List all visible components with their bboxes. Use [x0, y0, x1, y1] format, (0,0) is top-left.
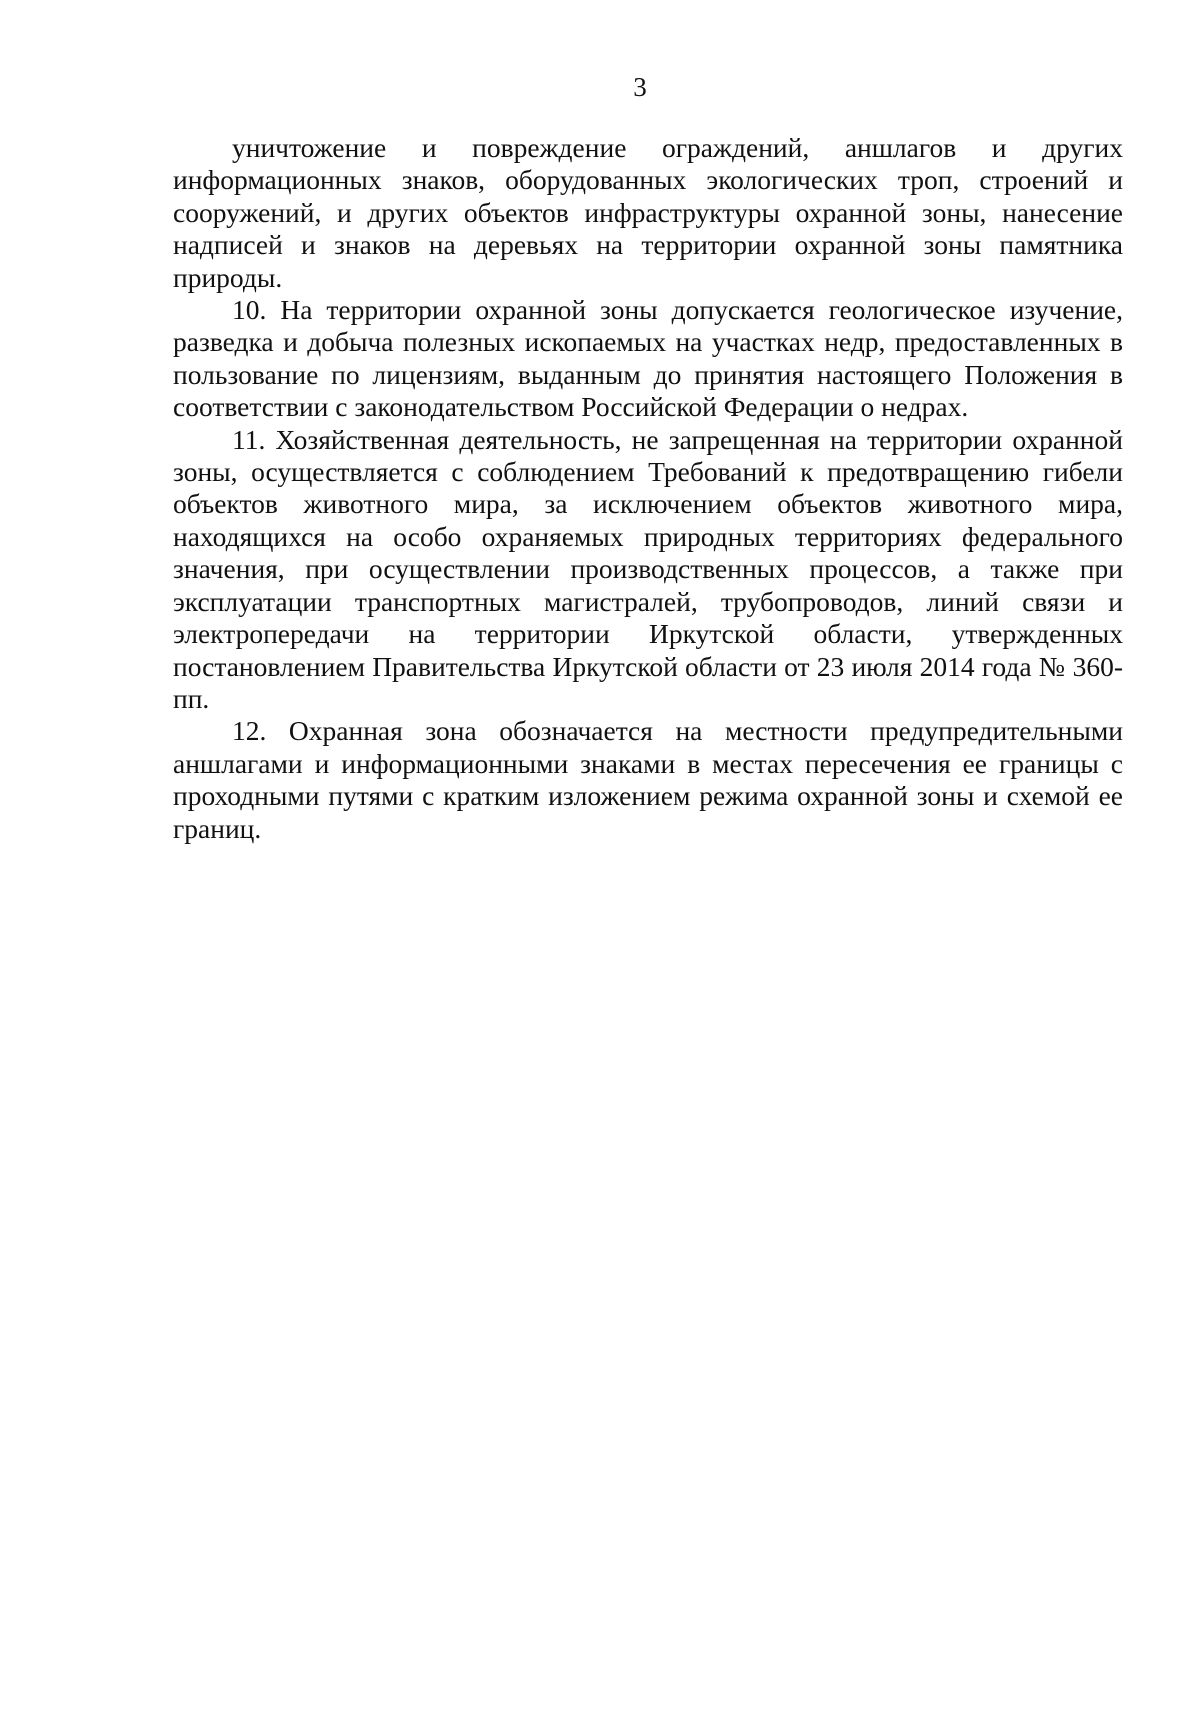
document-body — [173, 132, 1123, 845]
paragraph-item-11: 11. Хозяйственная деятельность, не запрещенная на территории охранной зоны, осуществляется с соблюдением Требований к предотвращению гибели объектов животного мира, за исключением объектов животного мира, находящихся на особо охраняемых природных территориях федерального значения, при осуществлении производственных процессов, а также при эксплуатации транспортных магистралей, трубопроводов, линий связи и электропередачи на территории Иркутской области, утвержденных постановлением Правительства Иркутской области от 23 июля 2014 года № 360-пп. — [173, 423, 1123, 714]
page-number: 3 — [633, 72, 647, 102]
paragraph-continuation: уничтожение и повреждение ограждений, аншлагов и других информационных знаков, оборудованных экологических троп, строений и сооружений, и других объектов инфраструктуры охранной зоны, нанесение надписей и знаков на деревьях на территории охранной зоны памятника природы. — [173, 132, 1123, 293]
paragraph-item-12: 12. Охранная зона обозначается на местности предупредительными аншлагами и информационными знаками в местах пересечения ее границы с проходными путями с кратким изложением режима охранной зоны и схемой ее границ. — [173, 715, 1123, 844]
paragraph-item-10: 10. На территории охранной зоны допускается геологическое изучение, разведка и добыча полезных ископаемых на участках недр, предоставленных в пользование по лицензиям, выданным до принятия настоящего Положения в соответствии с законодательством Российской Федерации о недрах. — [173, 294, 1123, 423]
